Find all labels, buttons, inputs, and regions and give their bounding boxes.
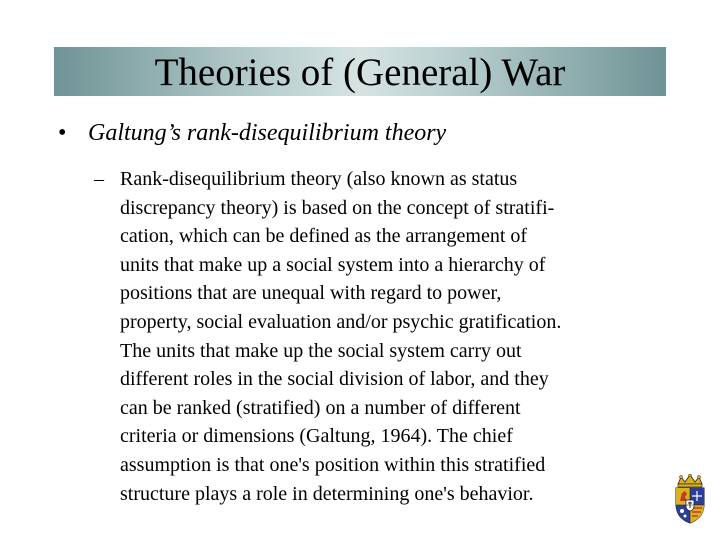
sub-bullet-line: property, social evaluation and/or psychic gratification.: [120, 310, 562, 333]
sub-bullet-line: cation, which can be defined as the arrangement of: [120, 225, 528, 248]
sub-bullet-line: The units that make up the social system carry out: [120, 339, 522, 362]
sub-bullet-line: can be ranked (stratified) on a number of different: [120, 396, 521, 419]
sub-bullet-line: discrepancy theory) is based on the concept of stratifi-: [120, 196, 555, 219]
bullet-marker: •: [58, 120, 67, 146]
sub-bullet-marker: –: [94, 168, 104, 190]
sub-bullet-line: different roles in the social division of labor, and they: [120, 368, 549, 391]
sub-bullet-text: [120, 165, 680, 508]
sub-bullet-line: units that make up a social system into a hierarchy of: [120, 253, 546, 276]
title-bar: [54, 47, 666, 96]
sub-bullet-line: positions that are unequal with regard to power,: [120, 282, 502, 305]
sub-bullet-line: Rank-disequilibrium theory (also known as status: [120, 168, 518, 190]
sub-bullet-line: structure plays a role in determining one's behavior.: [120, 482, 534, 505]
slide-title: Theories of (General) War: [154, 51, 566, 94]
sub-bullet-line: assumption is that one's position within this stratified: [120, 453, 546, 476]
bullet-item: [58, 118, 446, 148]
sub-bullet-line: criteria or dimensions (Galtung, 1964). The chief: [120, 425, 513, 448]
bullet-text: Galtung’s rank-disequilibrium theory: [88, 120, 447, 146]
university-crest-icon: [670, 474, 710, 524]
